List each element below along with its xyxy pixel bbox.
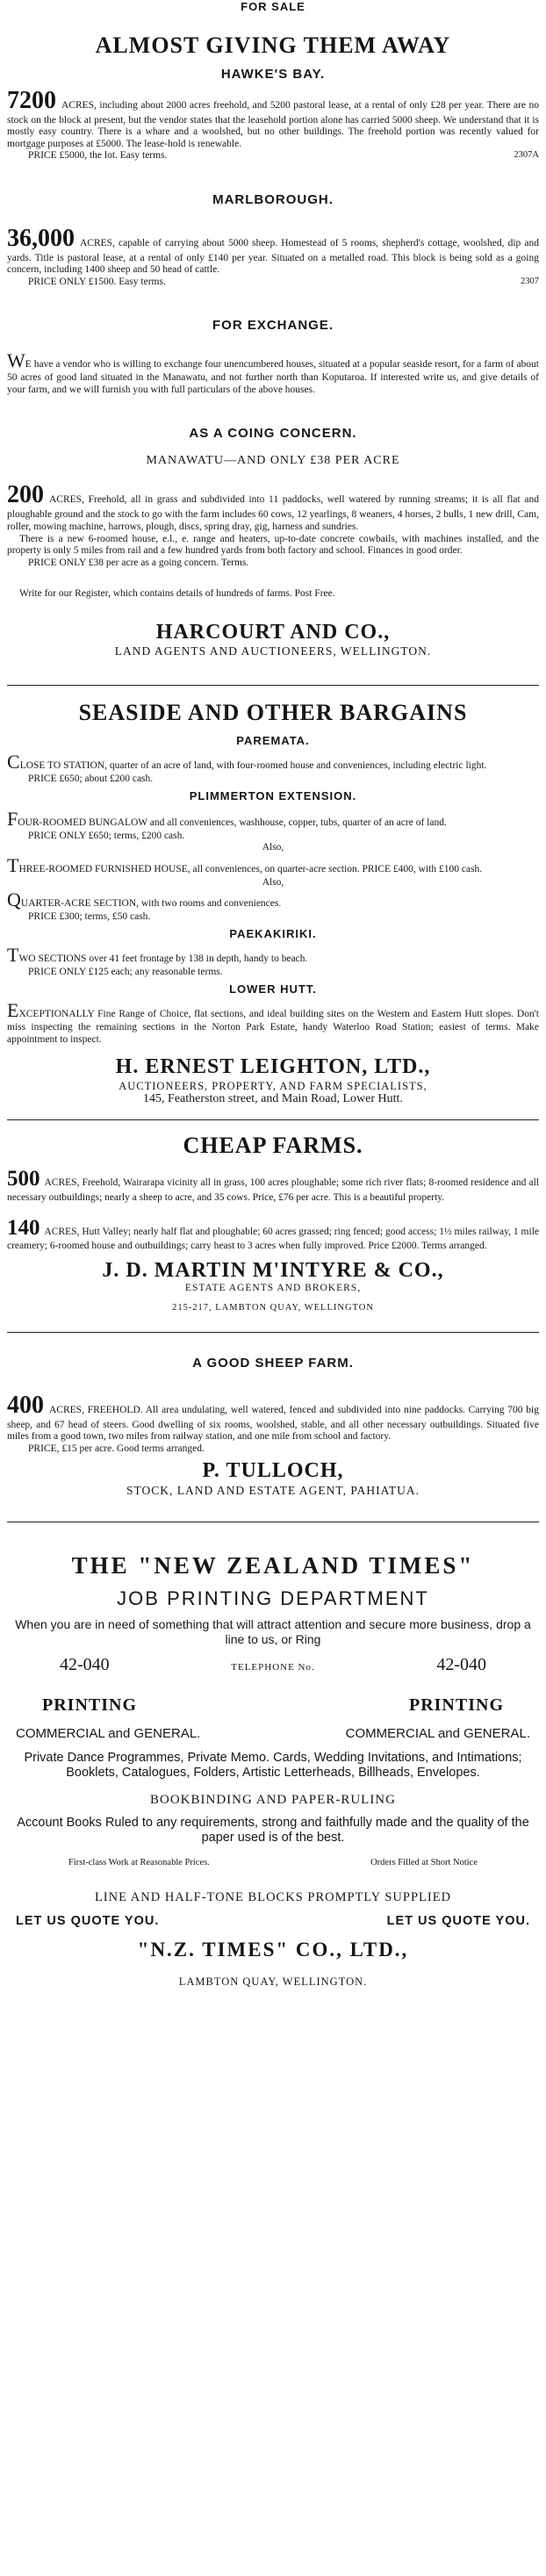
listing-heading: PLIMMERTON EXTENSION. — [189, 788, 357, 802]
listing-heading: MARLBOROUGH. — [212, 191, 334, 207]
section-label: FOR SALE — [241, 0, 305, 13]
listing-heading: HAWKE'S BAY. — [220, 67, 326, 82]
commercial-row — [7, 1726, 539, 1742]
drop-cap: W — [7, 349, 25, 372]
commercial-left: COMMERCIAL and GENERAL. — [16, 1726, 201, 1742]
ad-title: SEASIDE AND OTHER BARGAINS — [78, 699, 468, 725]
also-label: Also, — [262, 842, 284, 853]
firm-description: AUCTIONEERS, PROPERTY, AND FARM SPECIALISTS, — [119, 1079, 427, 1092]
listing-price-line — [7, 150, 539, 162]
listing-text: HREE-ROOMED FURNISHED HOUSE, all conveniences, on quarter-acre section. PRICE £400, with £100 cash. — [18, 863, 483, 874]
listing-body — [7, 854, 539, 877]
listing-text: ACRES, Hutt Valley; nearly half flat and ploughable; 60 acres grassed; ring fenced; good access; 1½ miles railway, 1 mile creamery; 6-roomed house and outbuildings; carry heast to 3 acres when fully improved. Price £2000. Terms arranged. — [7, 1226, 539, 1251]
drop-cap: T — [7, 944, 19, 967]
listing-body — [7, 1391, 539, 1443]
ad-subtitle: JOB PRINTING DEPARTMENT — [117, 1587, 429, 1610]
listing-body — [7, 944, 539, 967]
bookbinding-heading: BOOKBINDING AND PAPER-RULING — [150, 1793, 396, 1808]
firm-address: LAMBTON QUAY, WELLINGTON. — [178, 1975, 368, 1989]
divider — [7, 685, 539, 686]
nz-times-ad — [7, 1552, 539, 1988]
printing-right: PRINTING — [408, 1695, 504, 1715]
listing-price: PRICE £300; terms, £50 cash. — [28, 911, 151, 923]
listing-text: WO SECTIONS over 41 feet frontage by 138 in depth, handy to beach. — [18, 953, 308, 965]
listing-text: ACRES, including about 2000 acres freehold, and 5200 pastoral lease, at a rental of only £28 per year. There are no stock on the block at present, but the vendor states that the leasehold portion alone has carried 5000 sheep. We understand that it is mostly easy country. There is a whare and a woolshed, but no other buildings. The freehold portion was recently valued for mortgage purposes at £5000. The lease-hold is renewable. — [7, 99, 539, 149]
account-books-text: Account Books Ruled to any requirements, strong and faithfully made and the quality of the paper used is of the best. — [17, 1816, 529, 1846]
ad-title: THE "NEW ZEALAND TIMES" — [71, 1552, 475, 1579]
acreage-number: 200 — [7, 481, 44, 509]
firm-description: STOCK, LAND AND ESTATE AGENT, PAHIATUA. — [126, 1483, 420, 1497]
listing-price: PRICE £5000, the lot. Easy terms. — [28, 150, 168, 162]
acreage-number: 36,000 — [7, 224, 75, 252]
firm-name: J. D. MARTIN M'INTYRE & CO., — [102, 1258, 444, 1282]
listing-heading: LOWER HUTT. — [229, 982, 317, 996]
listing-body — [7, 751, 539, 774]
register-note: Write for our Register, which contains details of hundreds of farms. Post Free. — [19, 588, 335, 600]
printing-row — [7, 1695, 539, 1716]
quote-row — [7, 1914, 539, 1929]
acreage-number: 7200 — [7, 86, 56, 114]
listing-ref: 2307 — [521, 276, 539, 286]
firm-name: P. TULLOCH, — [202, 1459, 344, 1483]
listing-subheading: MANAWATU—AND ONLY £38 PER ACRE — [146, 453, 400, 467]
drop-cap: T — [7, 853, 19, 876]
listing-body — [7, 349, 539, 396]
firm-name: "N.Z. TIMES" CO., LTD., — [137, 1938, 409, 1961]
listing-text: ACRES, capable of carrying about 5000 sheep. Homestead of 5 rooms, shepherd's cottage, woolshed, dip and yards. Title is pastoral lease, at a rental of only £140 per year. Situated on a metalled road. This block is being sold as a going concern, including 1400 sheep and 50 head of cattle. — [7, 237, 539, 276]
quality-row — [7, 1858, 539, 1868]
printing-left: PRINTING — [42, 1695, 138, 1715]
ad-title: CHEAP FARMS. — [183, 1132, 363, 1158]
firm-name: HARCOURT AND CO., — [155, 620, 391, 644]
quality-left: First-class Work at Reasonable Prices. — [68, 1858, 210, 1868]
firm-address: 215-217, LAMBTON QUAY, WELLINGTON — [172, 1303, 374, 1313]
firm-description: ESTATE AGENTS AND BROKERS, — [184, 1282, 362, 1293]
phone-label: TELEPHONE No. — [231, 1662, 315, 1673]
listing-price: PRICE, £15 per acre. Good terms arranged. — [28, 1443, 205, 1454]
listing-text: XCEPTIONALLY Fine Range of Choice, flat sections, and ideal building sites on the Western and Eastern Hutt slopes. Don't miss inspecting the remaining sections in the Norton Park Estate, handy Waterloo Road Station; easiest of terms. Make appointment to inspect. — [7, 1009, 539, 1045]
drop-cap: F — [7, 807, 18, 830]
acreage-number: 140 — [7, 1215, 40, 1240]
listing-price: PRICE £650; about £200 cash. — [28, 773, 154, 784]
firm-description: LAND AGENTS AND AUCTIONEERS, WELLINGTON. — [114, 644, 432, 658]
listing-heading: AS A COING CONCERN. — [189, 426, 357, 442]
listing-body — [7, 1166, 539, 1204]
ad-intro: When you are in need of something that will attract attention and secure more business, drop a line to us, or Ring — [15, 1617, 531, 1646]
quote-right: LET US QUOTE YOU. — [386, 1913, 530, 1928]
listing-body — [7, 999, 539, 1046]
harcourt-ad — [7, 32, 539, 658]
listing-ref: 2307A — [514, 150, 539, 161]
listing-heading: A GOOD SHEEP FARM. — [192, 1355, 354, 1371]
drop-cap: E — [7, 999, 19, 1022]
also-label: Also, — [262, 876, 284, 888]
services-list: Private Dance Programmes, Private Memo. Cards, Wedding Invitations, and Intimations; Booklets, Catalogues, Folders, Artistic Letterheads, Billheads, Envelopes. — [24, 1751, 522, 1781]
leighton-ad — [7, 700, 539, 1107]
listing-price: PRICE ONLY £125 each; any reasonable terms. — [28, 967, 223, 978]
listing-price-line — [7, 277, 539, 289]
drop-cap: Q — [7, 889, 21, 911]
listing-text: UARTER-ACRE SECTION, with two rooms and conveniences. — [20, 898, 282, 910]
listing-heading: FOR EXCHANGE. — [212, 318, 334, 334]
divider — [7, 1119, 539, 1120]
listing-text: ACRES, FREEHOLD. All area undulating, well watered, fenced and subdivided into nine paddocks. Carrying 700 big sheep, and 67 head of steers. Good dwelling of six rooms, woolshed, stable, and all other necessary outbuildings. Situated five miles from a good town, two miles from railway station, and one mile from school and factory. — [7, 1404, 539, 1443]
listing-text: LOSE TO STATION, quarter of an acre of land, with four-roomed house and conveniences, including electric light. — [19, 759, 487, 771]
listing-body — [7, 86, 539, 151]
acreage-number: 400 — [7, 1391, 44, 1419]
listing-body — [7, 1215, 539, 1253]
listing-body — [7, 224, 539, 277]
ad-title: ALMOST GIVING THEM AWAY — [95, 32, 451, 59]
firm-name: H. ERNEST LEIGHTON, LTD., — [115, 1055, 431, 1079]
quality-right: Orders Filled at Short Notice — [370, 1858, 478, 1868]
listing-text: E have a vendor who is willing to exchange four unencumbered houses, situated at a popular seaside resort, for a farm of about 50 acres of good land situated in the Manawatu, and not further north than Koputaroa. If interested write us, and give details of your farm, and we will furnish you with full particulars of the above houses. — [7, 359, 539, 395]
tulloch-ad — [7, 1356, 539, 1498]
listing-price: PRICE ONLY £1500. Easy terms. — [28, 276, 166, 287]
listing-body-2: There is a new 6-roomed house, e.l., e. range and heaters, up-to-date concrete cowbails, with machines installed, and the property is only 5 miles from rail and a few hundred yards from both factory and school. Finances in good order. — [7, 533, 539, 557]
listing-price: PRICE ONLY £38 per acre as a going concern. Terms. — [28, 557, 249, 568]
acreage-number: 500 — [7, 1167, 40, 1191]
listing-heading: PAEKAKIRIKI. — [229, 926, 317, 940]
listing-body — [7, 889, 539, 911]
phone-number-left: 42-040 — [60, 1655, 110, 1675]
listing-text: ACRES, Freehold, Wairarapa vicinity all in grass, 100 acres ploughable; some rich river flats; 8-roomed residence and all necessary outbuildings; nearly a sheep to acre, and 35 cows. Price, £76 per acre. This is a beautiful property. — [7, 1177, 539, 1203]
quote-left: LET US QUOTE YOU. — [16, 1913, 160, 1928]
listing-text: ACRES, Freehold, all in grass and subdivided into 11 paddocks, well watered by running streams; it is all flat and ploughable ground and the stock to go with the farm includes 60 cows, 12 yearlings, 8 weaners, 4 horses, 2 bulls, 1 new drill, Cam, roller, mowing machine, harrows, plough, discs, spring dray, gig, harness and sundries. — [7, 494, 539, 532]
phone-number-right: 42-040 — [436, 1655, 486, 1675]
blocks-heading: LINE AND HALF-TONE BLOCKS PROMPTLY SUPPLIED — [94, 1889, 452, 1904]
listing-heading: PAREMATA. — [236, 733, 310, 747]
telephone-row — [7, 1655, 539, 1676]
commercial-right: COMMERCIAL and GENERAL. — [345, 1726, 530, 1742]
listing-body — [7, 480, 539, 533]
listing-price: PRICE ONLY £650; terms, £200 cash. — [28, 830, 185, 841]
drop-cap: C — [7, 750, 20, 773]
listing-text: OUR-ROOMED BUNGALOW and all conveniences, washhouse, copper, tubs, quarter of an acre of land. — [18, 817, 447, 828]
divider — [7, 1332, 539, 1333]
mcintyre-ad — [7, 1133, 539, 1314]
firm-address: 145, Featherston street, and Main Road, Lower Hutt. — [143, 1092, 403, 1106]
listing-body — [7, 808, 539, 831]
